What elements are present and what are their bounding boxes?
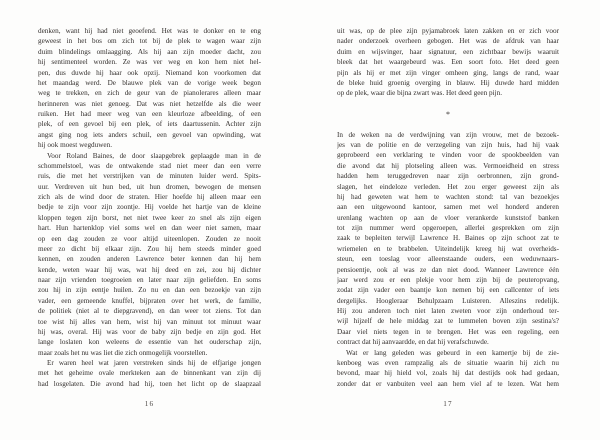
text-line: hij sentimenteel worden. Ze was ver weg en kon hem niet hel- [38,58,261,67]
text-line: zich als de wind door de straten. Hier hoefde hij alleen maar een [38,193,261,201]
text-line: Voor Roland Baines, de door slaapgebrek geplaagde man in de [47,151,261,160]
text-line: wriemelen en te brabbelen. Uiteindelijk kreeg hij wat overheids- [337,244,559,253]
text-line: de politiek (niet al te diepgravend), en dan weer tot ziens. Tot dan [38,307,261,316]
page-text [38,26,261,389]
text-line: de bleke huid groenig overging in blauw. Hij duwde hard midden [337,78,559,87]
text-line: had losgelaten. Die avond had hij, toen het licht op de slaapzaal [38,379,261,388]
text-line: naar zijn vrienden toegroeien en later naar zijn geliefden. En soms [38,276,261,284]
text-line: het maandag werd. De blauwe plek van de vorige week begon [38,78,261,87]
page-text [337,26,559,389]
text-line: duim blindelings omlaagging. Als hij aan zijn moeder dacht, zou [38,47,261,56]
text-line: bedje te zijn voor zijn zoontje. Hij voelde het hartje van de kleine [38,203,261,212]
text-line: kenboeg was even rampzalig als de situatie waarin hij zich nu [337,358,559,367]
text-line: kloppen tegen zijn borst, net niet twee keer zo snel als zijn eigen [38,213,261,222]
text-line: zaak te bepleiten terwijl Lawrence H. Baines op zijn schoot zat te [337,234,559,243]
text-line: uit was, op de plee zijn pyjamabroek laten zakken en er zich voor [337,27,559,35]
text-line: denken, want hij had niet geoefend. Het was te donker en te eng [38,27,261,35]
text-line: angst ging nog iets anders schuil, een gevoel van opwinding, wat [38,130,261,139]
page-number-left: 16 [144,400,155,408]
text-line: bevond, maar hij hield vol, zoals hij dat destijds ook had gedaan, [337,369,559,378]
text-line: pijn als hij er met zijn vinger omheen ging, langs de rand, waar [337,68,559,77]
text-line: hij was, overal. Hij was voor de baby zijn bedje en zijn god. Het [38,327,261,336]
text-line: hij ook moest wegduwen. [38,141,113,150]
text-line: zonder dat er vanbuiten veel aan hem viel af te lezen. Wat hem [337,379,559,388]
text-line: duim en wijsvinger, haar signatuur, een zichtbaar bewijs waaruit [337,47,559,56]
page-left [38,26,261,426]
text-line: Wat er lang geleden was gebeurd in een kamertje bij de zie- [346,348,559,357]
text-line: herinneren was niet genoeg. Dat was niet hetzelfde als die weer [38,99,261,108]
text-line: op een dag zouden ze voor altijd uiteenlopen. Zouden ze nooit [38,234,261,243]
text-line: ruiken. Het had meer weg van een kleurloze afbeelding, of een [38,110,261,118]
text-line: hadden hem teruggedreven naar zijn oerbronnen, zijn grond- [337,172,559,181]
text-line: Er waren heel wat jaren verstreken sinds hij de elfjarige jongen [47,359,261,367]
text-line: Hij zou anderen toch niet laten zweten voor zijn onderhoud ter- [337,307,559,316]
text-line: pen, dus duwde hij haar ook opzij. Niemand kon voorkomen dat [38,68,261,77]
text-line: bleek dat het waargebeurd was. Een soort foto. Het deed geen [337,58,559,67]
text-line: geprobeerd een verklaring te vinden voor de spookbeelden van [337,151,559,160]
text-line: weg te trekken, en zich de geur van de pianolerares alleen maar [38,89,261,98]
text-line: vader, een gemeende knuffel, bijpraten over het werk, de familie, [38,296,261,305]
text-line: jaar werd zou er een plekje voor hem zijn bij de peuteropvang, [337,275,559,284]
page-right [337,26,559,426]
text-line: aan een uitgewoond kantoor, samen met wel honderd anderen [337,203,559,212]
text-line: lange loslaten kon weleens de essentie van het ouderschap zijn, [38,338,261,347]
text-line: plek, of een gevoel bij een plek, of iets daartussenin. Achter zijn [38,120,261,129]
text-line: zou hij in zijn eentje huilen. Zo nu en dan een bezoekje van zijn [38,286,261,295]
text-line: slagen, het eindeloze verleden. Het zou erger geweest zijn als [337,182,559,191]
text-line: meer zo dicht bij elkaar zijn. Zou hij hem steeds minder goed [38,244,261,253]
text-line: die avond dat hij plotseling alleen was. Vermoeidheid en stress [337,161,559,170]
text-line: contract dat hij aanvaardde, en dat hij verafschuwde. [337,338,489,347]
text-line: nader onderzoek overheen gebogen. Het was de afdruk van haar [337,37,559,46]
text-line: maar zoals het nu was liet die zich onmogelijk voorstellen. [38,348,208,357]
text-line: hij had geweten wat hem te wachten stond: tal van bezoekjes [337,192,559,201]
text-line: toe wist hij alles van hem, wist hij van minuut tot minuut waar [38,317,261,326]
text-line: uur. Verdreven uit hun bed, uit hun dromen, bewogen de mensen [38,182,261,191]
text-line: jes van de politie en de verzegeling van zijn huis, had hij vaak [337,141,559,150]
text-line: met het geheime ovale merkteken aan de binnenkant van zijn dij [38,369,261,378]
text-line: op de plek, waar die bijna zwart was. Het deed geen pijn. [337,89,503,98]
text-line: pensioentje, ook al was ze dan niet dood. Wanneer Lawrence één [337,265,559,274]
text-line: dergelijks. Hoogleraar Behulpzaam Luisteren. Alleszins redelijk. [337,296,559,305]
text-line: wijl hijzelf de hele middag zat te lummelen boven zijn sestina's? [337,317,559,326]
text-line: ruis, die met het verstrijken van de minuten luider werd. Spits- [38,172,261,181]
text-line: urenlang wachten op aan de vloer verankerde kunststof banken [337,213,559,222]
text-line: tot zijn nummer werd opgeroepen, allerlei gesprekken om zijn [337,224,559,233]
text-line: hart. Hun hartenklop viel soms wel en dan weer niet samen, maar [38,224,261,233]
text-line: geweest in het bos om zich tot bij de plek te wagen waar zijn [38,37,261,46]
page-number-right: 17 [443,400,453,408]
text-line: In de weken na de verdwijning van zijn vrouw, met de bezoek- [337,130,559,139]
text-line: steun, een toeslag voor alleenstaande ouders, een weduwnaars- [337,255,559,264]
text-line: Daar viel niets tegen in te brengen. Het was een regeling, een [337,327,559,336]
section-break: * [446,109,450,119]
text-line: kennen, en zouden anderen Lawrence beter kennen dan hij hem [38,255,261,264]
text-line: kende, weten waar hij was, wat hij deed en zei, zou hij dichter [38,265,261,274]
text-line: zodat zijn vader een baantje kon nemen bij een callcenter of iets [337,286,559,295]
text-line: schommelstoel, was de ontwakende stad niet meer dan een verre [38,161,261,170]
